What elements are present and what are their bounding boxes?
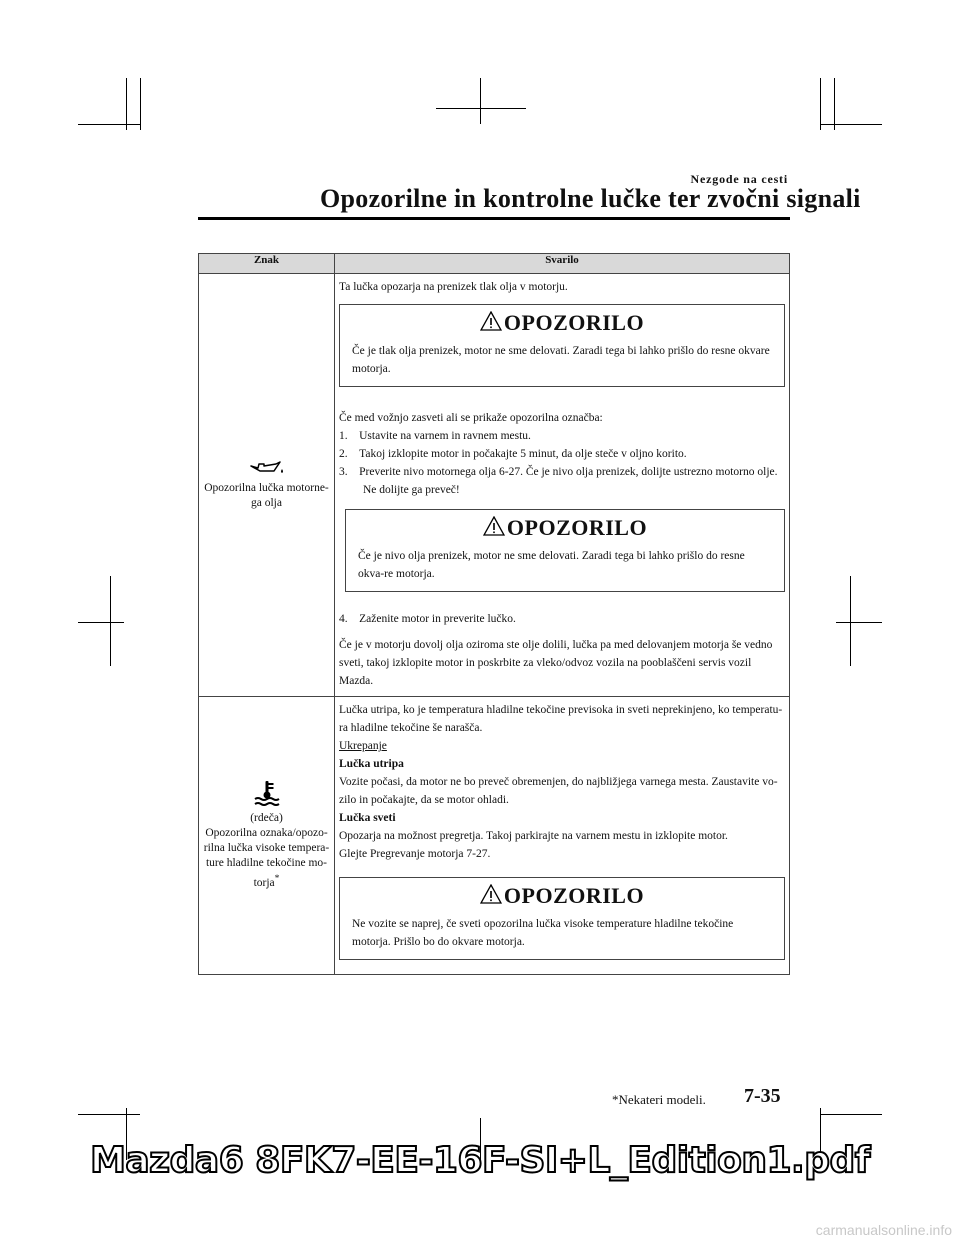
symbol-cell [199, 274, 335, 697]
see-also-text: Glejte Pregrevanje motorja 7-27. [339, 848, 491, 860]
lead-text: Če med vožnjo zasveti ali se prikaže opozorilna označba: [339, 412, 603, 424]
warning-lights-table [198, 253, 790, 975]
action-heading: Ukrepanje [339, 740, 387, 752]
list-item: 4. Zaženite motor in preverite lučko. [339, 613, 516, 625]
intro-text: Ta lučka opozarja na prenizek tlak olja v motorju. [339, 281, 568, 293]
crop-mark [140, 78, 141, 130]
section-name: Nezgode na cesti [690, 172, 788, 186]
warning-text: Če je nivo olja prenizek, motor ne sme delovati. Zaradi tega bi lahko prišlo do resne okva-re motorja. [358, 550, 745, 580]
crop-mark [78, 622, 124, 623]
crop-mark [820, 1114, 882, 1115]
crop-mark [78, 1114, 140, 1115]
watermark: carmanualsonline.info [815, 1222, 952, 1238]
coolant-temperature-icon [254, 780, 280, 806]
footnote: *Nekateri modeli. [612, 1092, 706, 1107]
warning-triangle-icon [480, 884, 502, 904]
page-title: Opozorilne in kontrolne lučke ter zvočni signali [320, 184, 861, 213]
warning-text: Če je tlak olja prenizek, motor ne sme delovati. Zaradi tega bi lahko prišlo do resne okvare motorja. [352, 345, 770, 375]
intro-text: Lučka utripa, ko je temperatura hladilne tekočine previsoka in sveti neprekinjeno, ko temperatu-ra hladilne tekočine še narašča. [339, 704, 783, 734]
file-name: Mazda6 8FK7-EE-16F-SI+L_Edition1.pdf [90, 1140, 870, 1181]
warning-box [345, 509, 785, 592]
crop-mark [820, 78, 821, 130]
crop-mark [836, 622, 882, 623]
crop-mark [436, 108, 526, 109]
title-rule [198, 217, 790, 220]
warning-triangle-icon [480, 311, 502, 331]
flash-heading: Lučka utripa [339, 758, 404, 770]
flash-text: Vozite počasi, da motor ne bo preveč obremenjen, do najbližjega varnega mesta. Zaustavite vo-zilo in počakajte, da se motor ohladi. [339, 776, 778, 806]
footnote-mark: * [274, 873, 280, 885]
col-header-warning: Svarilo [335, 254, 790, 274]
crop-mark [78, 124, 140, 125]
list-item: 3. Preverite nivo motornega olja 6-27. Če je nivo olja prenizek, dolijte ustrezno motorno olje. Ne dolijte ga preveč! [339, 466, 778, 496]
oil-can-icon [249, 460, 285, 476]
symbol-label: Opozorilna oznaka/opozo-rilna lučka visoke tempera-ture hladilne tekočine mo-torja [203, 827, 330, 889]
col-header-symbol: Znak [199, 254, 335, 274]
symbol-color: (rdeča) [250, 812, 283, 825]
lit-heading: Lučka sveti [339, 812, 396, 824]
table-row [199, 274, 790, 697]
warning-text: Ne vozite se naprej, če sveti opozorilna lučka visoke temperature hladilne tekočine motorja. Prišlo bo do okvare motorja. [352, 918, 734, 948]
symbol-label-wrap [203, 826, 330, 891]
crop-mark [834, 78, 835, 130]
crop-mark [850, 576, 851, 666]
warning-box [339, 304, 785, 387]
list-item: 1. Ustavite na varnem in ravnem mestu. [339, 430, 531, 442]
page-number: 7-35 [744, 1085, 781, 1107]
closing-text: Če je v motorju dovolj olja oziroma ste olje dolili, lučka pa med delovanjem motorja še vedno sveti, takoj izklopite motor in poskrbite za vleko/odvoz vozila na pooblaščeni servis vozil Mazda. [339, 639, 773, 687]
steps-list [339, 610, 785, 628]
description-cell [335, 274, 790, 697]
table-header-row [199, 254, 790, 274]
symbol-cell [199, 697, 335, 975]
list-item: 2. Takoj izklopite motor in počakajte 5 minut, da olje steče v oljno korito. [339, 448, 687, 460]
warning-title: OPOZORILO [503, 883, 645, 908]
steps-list [339, 427, 785, 499]
crop-mark [126, 78, 127, 130]
warning-box [339, 877, 785, 960]
symbol-label: Opozorilna lučka motorne-ga olja [204, 481, 329, 509]
description-cell [335, 697, 790, 975]
warning-triangle-icon [483, 516, 505, 536]
crop-mark [480, 78, 481, 124]
table-row [199, 697, 790, 975]
warning-title: OPOZORILO [506, 515, 648, 540]
warning-title: OPOZORILO [503, 310, 645, 335]
crop-mark [820, 124, 882, 125]
lit-text: Opozarja na možnost pregretja. Takoj parkirajte na varnem mestu in izklopite motor. [339, 830, 728, 842]
crop-mark [110, 576, 111, 666]
